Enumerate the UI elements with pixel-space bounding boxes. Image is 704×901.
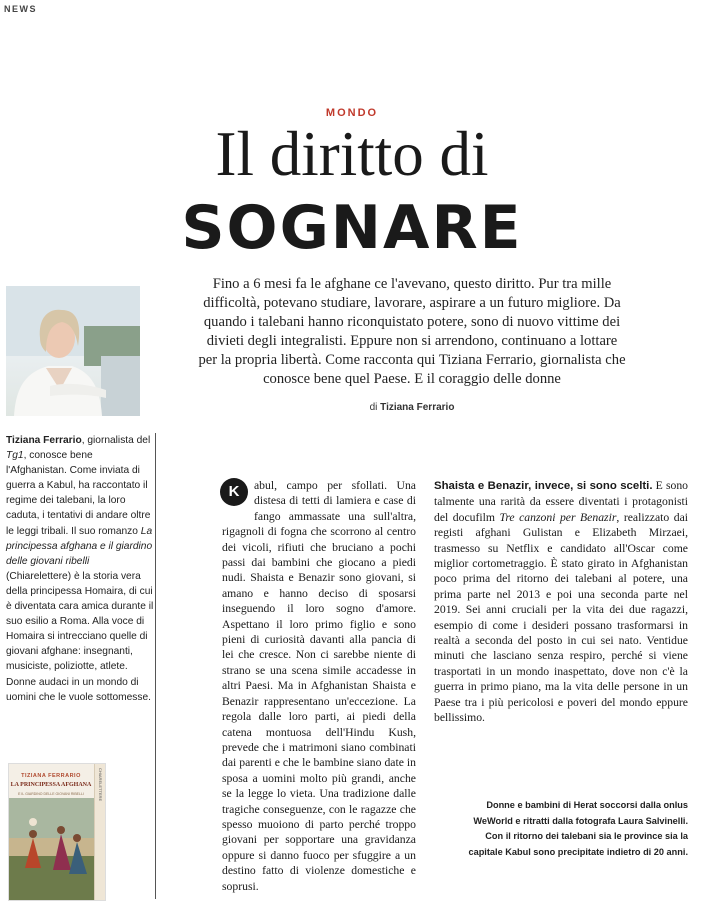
book-title: LA PRINCIPESSA AFGHANA (10, 782, 92, 788)
article-body-text: E sono talmente una rarità da essere diventati i protagonisti del docufilm (434, 479, 689, 524)
article-body-col2 (434, 478, 688, 726)
article-body-text: abul, campo per sfollati. Una distesa di tetti di lamiera e case di fango ammassate una sull'altra, rigagnoli di fogna che scorrono al centro dei vicoli, rifiuti che bruciano a pochi passi dai bambini che giocano a piedi nudi. Shaista e Benazir sono giovani, si amano e hanno deciso di sposarsi inseguendo il loro sogno d'amore. Aspettano il loro primo figlio e sono pieni di curiosità davanti alla pancia di lei che cresce. Non ci sarebbe niente di strano se una scena simile accadesse in altri Paesi. Ma in Afghanistan Shaista e Benazir rappresentano un'eccezione. La regola dalle loro parti, ai piedi della catena montuosa dell'Hindu Kush, prevede che i matrimoni siano combinati dai parenti e che le bambine siano date in sposa a uomini molto più grandi, anche se la legge lo vieta. Una tradizione dalle tragiche conseguenze, con le ragazze che spesso muoiono di parto perché troppo giovani per sopportare una gravidanza oppure si danno fuoco per sfuggire a un destino fatto di violenze domestiche e soprusi. (222, 479, 416, 893)
photo-caption: Donne e bambini di Herat soccorsi dalla onlus WeWorld e ritratti dalla fotografa Laura Salvinelli. Con il ritorno dei talebani sia le province sia la capitale Kabul sono precipitate indietro di 20 anni. (468, 800, 688, 857)
byline-prefix: di (369, 402, 378, 413)
bio-text: (Chiarelettere) è la storia vera della principessa Homaira, di cui è diventata cara amica durante il suo esilio a Roma. Alla voce di Homaira si intrecciano quelle di giovani afghane: insegnanti, musiciste, poliziotte, atlete. Donne audaci in un mondo di uomini che le vuole sottomesse. (6, 570, 154, 703)
column-divider (155, 433, 156, 899)
bio-text: , conosce bene l'Afghanistan. Come inviata di guerra a Kabul, ha raccontato il regime dei talebani, la loro caduta, i tentativi di andare oltre le leggi tribali. Il suo romanzo (6, 450, 151, 537)
drop-cap: K (220, 478, 248, 506)
byline-author: Tiziana Ferrario (380, 402, 455, 413)
author-bio (6, 433, 154, 705)
article-kicker: MONDO (325, 107, 379, 119)
article-body-col1 (222, 478, 416, 894)
book-publisher: CHIARELETTERE (98, 768, 103, 802)
article-lead: Fino a 6 mesi fa le afghane ce l'avevano, questo diritto. Pur tra mille difficoltà, potevano studiare, lavorare, aspirare a un futuro migliore. Da quando i talebani hanno riconquistato potere, sono di nuovo vittime dei divieti degli integralisti. Eppure non si arrendono, continuano a lottare per la propria libertà. Come racconta qui Tiziana Ferrario, giornalista che conosce bene quel Paese. E il coraggio delle donne (198, 276, 626, 387)
author-portrait (6, 286, 140, 416)
article-body-text: , realizzato dai registi afghani Gulistan e Elizabeth Mirzaei, trasmesso su Netflix e candidato all'Oscar come miglior cortometraggio. È stato girato in Afghanistan poco prima del ritorno dei talebani al potere, una prima parte nel 2013 e poi una seconda parte nel 2019. Sei anni cruciali per la vita dei due ragazzi, esempio di come i desideri possano trasformarsi in realtà a seconda del posto in cui sei nato. Ventidue minuti che lasciano senza respiro, perché si viene trasportati in un mondo inaspettato, dove non c'è la guerra in primo piano, ma la vita delle persone in un Paese tra i più pericolosi e poveri del mondo eppure bellissimo. (434, 510, 689, 725)
bio-book-title: La principessa afghana e il giardino delle giovani ribelli (6, 525, 153, 567)
bio-tg1: Tg1 (6, 450, 24, 462)
article-title-line1: Il diritto di (215, 119, 489, 189)
book-author: TIZIANA FERRARIO (21, 773, 81, 779)
section-label: NEWS (4, 4, 37, 14)
article-byline (196, 402, 628, 413)
article-title-line2: SOGNARE (181, 193, 523, 263)
bio-name: Tiziana Ferrario (6, 435, 82, 446)
author-portrait-illustration (6, 286, 140, 416)
book-cover (8, 763, 106, 901)
bio-text: , giornalista del (81, 435, 151, 446)
film-title: Tre canzoni per Benazir (499, 510, 617, 524)
paragraph-lead-in: Shaista e Benazir, invece, si sono scelti. (434, 480, 653, 492)
book-cover-illustration (9, 798, 94, 900)
book-subtitle: E IL GIARDINO DELLE GIOVANI RIBELLI (18, 792, 84, 796)
